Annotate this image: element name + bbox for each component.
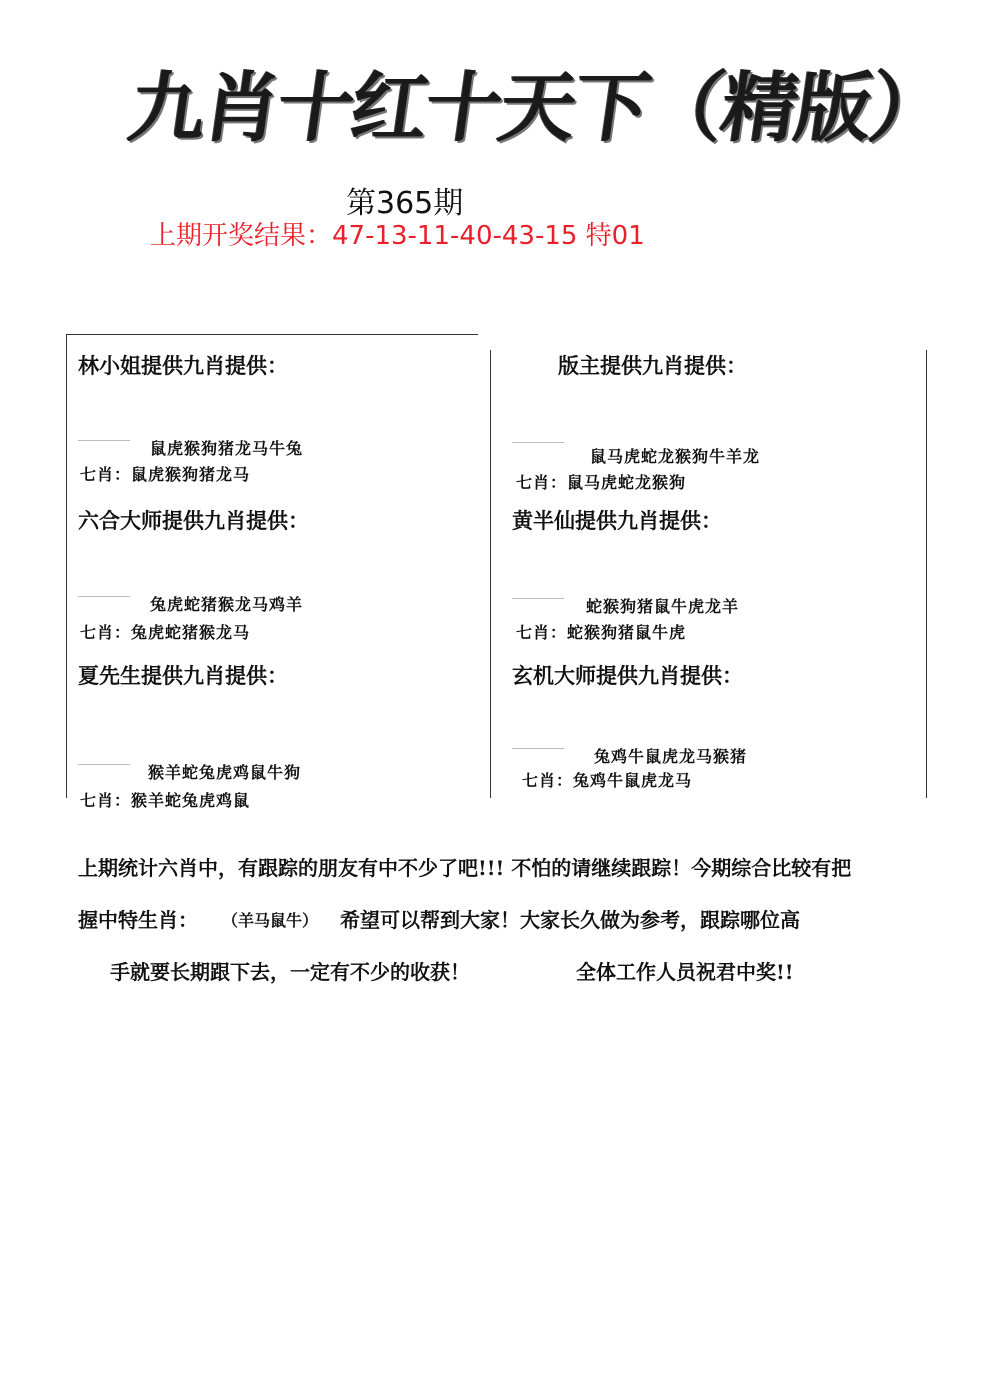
seven-zodiac-list: 七肖：鼠马虎蛇龙猴狗	[516, 473, 687, 492]
section-title: 林小姐提供九肖提供：	[78, 353, 288, 378]
separator	[78, 764, 130, 765]
seven-zodiac-list: 七肖：猴羊蛇兔虎鸡鼠	[80, 791, 251, 810]
section-title: 夏先生提供九肖提供：	[78, 663, 288, 688]
page-title: 九肖十红十天下（精版）	[123, 63, 951, 152]
frame-top-left	[66, 334, 478, 335]
frame-left	[66, 334, 67, 798]
footer-line-3a: 手就要长期跟下去，一定有不少的收获！	[110, 960, 470, 984]
nine-zodiac-list: 兔鸡牛鼠虎龙马猴猪	[594, 747, 748, 766]
last-result: 上期开奖结果：47-13-11-40-43-15 特01	[150, 221, 645, 251]
separator	[78, 440, 130, 441]
nine-zodiac-list: 兔虎蛇猪猴龙马鸡羊	[150, 595, 304, 614]
nine-zodiac-list: 鼠马虎蛇龙猴狗牛羊龙	[590, 447, 761, 466]
footer-line-3b: 全体工作人员祝君中奖!!	[576, 960, 794, 984]
footer-line-1: 上期统计六肖中，有跟踪的朋友有中不少了吧!!! 不怕的请继续跟踪！今期综合比较有把	[78, 856, 852, 880]
nine-zodiac-list: 蛇猴狗猪鼠牛虎龙羊	[586, 597, 740, 616]
seven-zodiac-list: 七肖：兔鸡牛鼠虎龙马	[522, 771, 693, 790]
issue-number: 第365期	[346, 186, 464, 221]
footer-special-zodiac: （羊马鼠牛）	[222, 911, 319, 930]
separator	[78, 596, 130, 597]
section-title: 黄半仙提供九肖提供：	[512, 508, 722, 533]
footer-line-2a: 握中特生肖：	[78, 908, 198, 932]
section-title: 版主提供九肖提供：	[558, 353, 747, 378]
nine-zodiac-list: 鼠虎猴狗猪龙马牛兔	[150, 439, 304, 458]
seven-zodiac-list: 七肖：兔虎蛇猪猴龙马	[80, 623, 251, 642]
frame-middle	[490, 350, 491, 798]
separator	[512, 442, 564, 443]
seven-zodiac-list: 七肖：鼠虎猴狗猪龙马	[80, 465, 251, 484]
frame-right	[926, 350, 927, 798]
seven-zodiac-list: 七肖：蛇猴狗猪鼠牛虎	[516, 623, 687, 642]
footer-line-2c: 希望可以帮到大家！大家长久做为参考，跟踪哪位高	[340, 908, 800, 932]
section-title: 六合大师提供九肖提供：	[78, 508, 309, 533]
nine-zodiac-list: 猴羊蛇兔虎鸡鼠牛狗	[148, 763, 302, 782]
section-title: 玄机大师提供九肖提供：	[512, 663, 743, 688]
separator	[512, 748, 564, 749]
separator	[512, 598, 564, 599]
